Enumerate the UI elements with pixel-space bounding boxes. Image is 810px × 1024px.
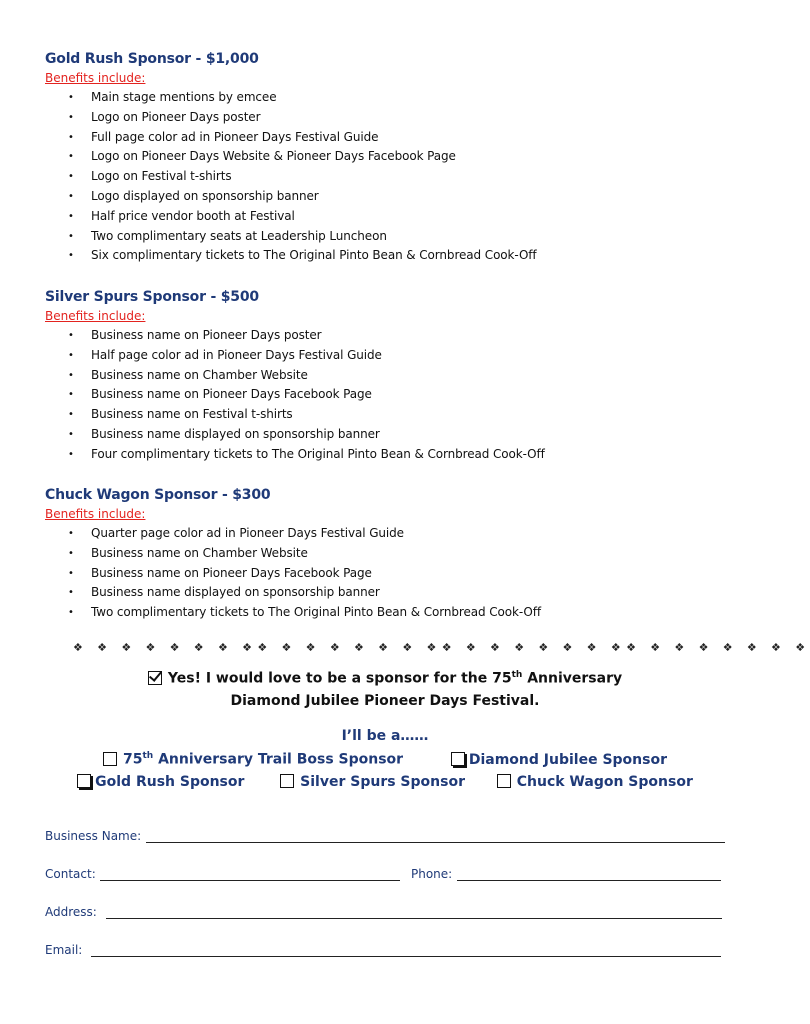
yes-statement xyxy=(0,664,770,712)
benefit-item xyxy=(45,147,735,167)
bullet-icon: • xyxy=(68,428,74,440)
diamond-divider: ❖ ❖ ❖ ❖ ❖ ❖ ❖ ❖❖ ❖ ❖ ❖ ❖ ❖ ❖ ❖❖ ❖ ❖ ❖ ❖ ❖ ❖ ❖❖ ❖ ❖ ❖ ❖ ❖ ❖ ❖ xyxy=(73,641,810,654)
bullet-icon: • xyxy=(68,448,74,460)
bullet-icon: • xyxy=(68,330,74,341)
bullet-icon: • xyxy=(68,547,74,559)
benefit-item xyxy=(45,207,735,227)
benefit-text: Business name on Festival t-shirts xyxy=(91,407,293,422)
benefit-item xyxy=(45,108,735,128)
benefit-item xyxy=(45,425,735,445)
trail-boss-label-pre: 75 xyxy=(123,751,143,768)
benefit-text: Quarter page color ad in Pioneer Days Festival Guide xyxy=(91,526,404,540)
contact-line[interactable] xyxy=(100,880,400,881)
address-line[interactable] xyxy=(106,918,722,919)
benefit-item xyxy=(45,544,735,564)
gold-rush-option-label: Gold Rush Sponsor xyxy=(95,774,245,790)
yes-text-pre: Yes! I would love to be a sponsor for the 75 xyxy=(167,670,512,687)
yes-line-2: Diamond Jubilee Pioneer Days Festival. xyxy=(230,692,540,709)
benefit-item xyxy=(45,445,735,465)
bullet-icon: • xyxy=(68,389,74,401)
trail-boss-checkbox-icon[interactable] xyxy=(103,752,117,766)
option-trail-boss[interactable] xyxy=(103,751,403,768)
chuck-wagon-option-label: Chuck Wagon Sponsor xyxy=(516,774,693,790)
yes-line-1 xyxy=(0,664,770,690)
gold-rush-title: Gold Rush Sponsor - $1,000 xyxy=(45,51,259,67)
silver-spurs-title: Silver Spurs Sponsor - $500 xyxy=(45,289,259,305)
business-name-line[interactable] xyxy=(146,842,725,843)
option-gold-rush[interactable] xyxy=(77,774,244,790)
option-chuck-wagon[interactable] xyxy=(497,774,693,790)
benefit-item xyxy=(45,167,735,187)
benefit-item xyxy=(45,524,735,544)
benefit-text: Business name displayed on sponsorship banner xyxy=(91,585,380,600)
silver-spurs-benefit-list xyxy=(45,326,735,465)
benefit-text: Two complimentary tickets to The Original Pinto Bean & Cornbread Cook-Off xyxy=(91,605,542,620)
bullet-icon: • xyxy=(68,349,74,361)
benefit-text: Business name on Pioneer Days Facebook Page xyxy=(91,565,372,580)
bullet-icon: • xyxy=(68,607,74,619)
silver-spurs-section xyxy=(45,287,735,465)
silver-spurs-benefits-label: Benefits include: xyxy=(45,309,146,323)
bullet-icon: • xyxy=(68,250,74,262)
address-label: Address: xyxy=(45,905,97,919)
benefit-text: Full page color ad in Pioneer Days Festival Guide xyxy=(91,129,379,144)
silver-spurs-option-label: Silver Spurs Sponsor xyxy=(300,774,465,790)
option-silver-spurs[interactable] xyxy=(280,774,465,790)
benefit-item xyxy=(45,385,735,405)
bullet-icon: • xyxy=(68,409,74,421)
benefit-item xyxy=(45,603,735,623)
bullet-icon: • xyxy=(68,131,74,143)
chuck-wagon-title: Chuck Wagon Sponsor - $300 xyxy=(45,487,271,503)
benefit-item xyxy=(45,326,735,346)
benefit-item xyxy=(45,583,735,603)
gold-rush-benefits-label: Benefits include: xyxy=(45,71,146,85)
bullet-icon: • xyxy=(68,151,74,163)
trail-boss-label-sup: th xyxy=(142,751,154,761)
chuck-wagon-section xyxy=(45,485,735,623)
benefit-text: Business name on Chamber Website xyxy=(91,367,308,382)
benefit-text: Logo on Pioneer Days poster xyxy=(91,109,261,124)
bullet-icon: • xyxy=(68,567,74,579)
silver-spurs-checkbox-icon[interactable] xyxy=(280,774,294,788)
yes-checkbox-checked-icon[interactable] xyxy=(148,671,162,685)
option-diamond-jubilee[interactable] xyxy=(451,752,667,768)
benefit-text: Business name on Pioneer Days Facebook Page xyxy=(91,387,372,402)
email-label: Email: xyxy=(45,943,83,957)
chuck-wagon-benefits-label: Benefits include: xyxy=(45,507,146,521)
bullet-icon: • xyxy=(68,190,74,202)
benefit-text: Four complimentary tickets to The Original Pinto Bean & Cornbread Cook-Off xyxy=(91,446,545,461)
gold-rush-section xyxy=(45,49,735,266)
bullet-icon: • xyxy=(68,369,74,381)
benefit-item xyxy=(45,227,735,247)
benefit-item xyxy=(45,346,735,366)
benefit-item xyxy=(45,246,735,266)
benefit-item xyxy=(45,405,735,425)
benefit-text: Main stage mentions by emcee xyxy=(91,90,277,104)
benefit-item xyxy=(45,564,735,584)
yes-text-post: Anniversary xyxy=(522,670,623,687)
gold-rush-benefit-list xyxy=(45,88,735,266)
benefit-item xyxy=(45,187,735,207)
bullet-icon: • xyxy=(68,528,74,539)
yes-text-sup: th xyxy=(511,670,523,680)
diamond-jubilee-label: Diamond Jubilee Sponsor xyxy=(468,751,667,768)
bullet-icon: • xyxy=(68,92,74,103)
benefit-item xyxy=(45,366,735,386)
gold-rush-checkbox-icon[interactable] xyxy=(77,774,91,788)
benefit-text: Business name on Chamber Website xyxy=(91,545,308,560)
diamond-jubilee-checkbox-icon[interactable] xyxy=(451,752,465,766)
benefit-text: Six complimentary tickets to The Original Pinto Bean & Cornbread Cook-Off xyxy=(91,248,537,263)
benefit-text: Half price vendor booth at Festival xyxy=(91,208,295,223)
sponsor-options-row-2 xyxy=(0,774,770,790)
benefit-text: Two complimentary seats at Leadership Luncheon xyxy=(91,228,387,243)
benefit-item xyxy=(45,88,735,108)
benefit-text: Logo on Pioneer Days Website & Pioneer Days Facebook Page xyxy=(91,149,456,164)
bullet-icon: • xyxy=(68,111,74,123)
chuck-wagon-benefit-list xyxy=(45,524,735,623)
bullet-icon: • xyxy=(68,210,74,222)
phone-line[interactable] xyxy=(457,880,721,881)
benefit-text: Logo displayed on sponsorship banner xyxy=(91,188,319,203)
bullet-icon: • xyxy=(68,587,74,599)
contact-label: Contact: xyxy=(45,867,96,881)
business-name-label: Business Name: xyxy=(45,829,142,843)
benefit-text: Business name on Pioneer Days poster xyxy=(91,328,322,342)
phone-label: Phone: xyxy=(411,867,453,881)
benefit-text: Business name displayed on sponsorship banner xyxy=(91,426,380,441)
benefit-item xyxy=(45,128,735,148)
benefit-text: Half page color ad in Pioneer Days Festival Guide xyxy=(91,347,382,362)
bullet-icon: • xyxy=(68,171,74,183)
email-line[interactable] xyxy=(91,956,721,957)
chuck-wagon-checkbox-icon[interactable] xyxy=(497,774,511,788)
benefit-text: Logo on Festival t-shirts xyxy=(91,169,232,184)
bullet-icon: • xyxy=(68,230,74,242)
sponsor-options-row-1 xyxy=(0,751,770,768)
ill-be-heading: I’ll be a…… xyxy=(341,728,429,744)
trail-boss-label-post: Anniversary Trail Boss Sponsor xyxy=(153,751,404,768)
